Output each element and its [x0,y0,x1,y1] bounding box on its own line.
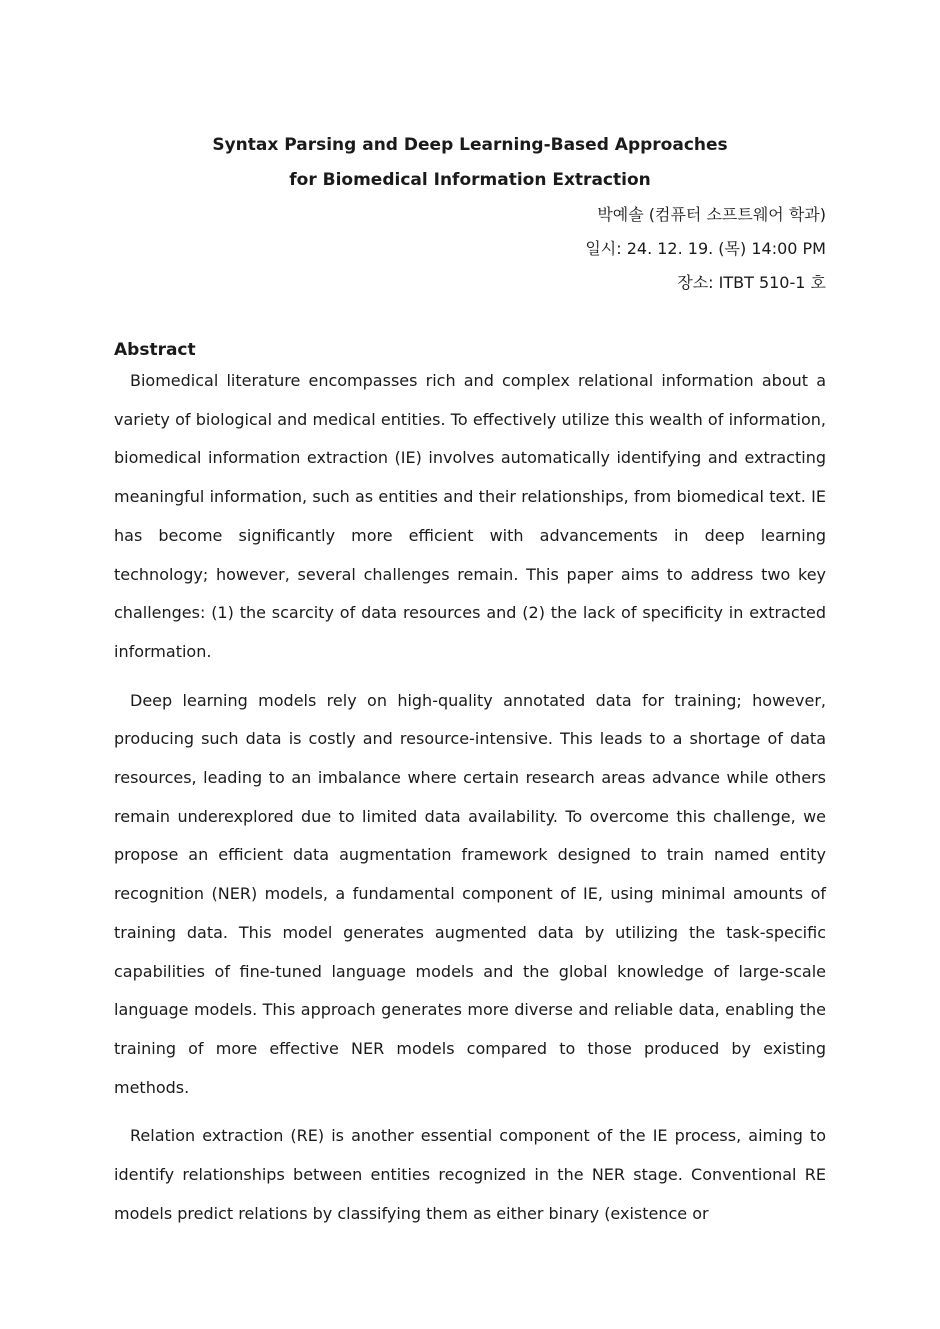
document-page [114,128,826,1233]
location-line: 장소: ITBT 510-1 호 [677,273,826,292]
abstract-heading: Abstract [114,340,196,360]
abstract-paragraph-2: Deep learning models rely on high-quality annotated data for training; however, producing such data is costly and resource-intensive. This leads to a shortage of data resources, leading to an imbalance where certain research areas advance while others remain underexplored due to limited data availability. To overcome this challenge, we propose an efficient data augmentation framework designed to train named entity recognition (NER) models, a fundamental component of IE, using minimal amounts of training data. This model generates augmented data by utilizing the task-specific capabilities of fine-tuned language models and the global knowledge of large-scale language models. This approach generates more diverse and reliable data, enabling the training of more effective NER models compared to those produced by existing methods. [114,690,826,1097]
title-line-1: Syntax Parsing and Deep Learning-Based Approaches [212,135,728,155]
author-line: 박예솔 (컴퓨터 소프트웨어 학과) [597,205,826,224]
abstract-paragraph-1: Biomedical literature encompasses rich and complex relational information about a variety of biological and medical entities. To effectively utilize this wealth of information, biomedical information extraction (IE) involves automatically identifying and extracting meaningful information, such as entities and their relationships, from biomedical text. IE has become significantly more efficient with advancements in deep learning technology; however, several challenges remain. This paper aims to address two key challenges: (1) the scarcity of data resources and (2) the lack of specificity in extracted information. [114,371,826,661]
title-line-2: for Biomedical Information Extraction [289,170,651,190]
date-line: 일시: 24. 12. 19. (목) 14:00 PM [585,239,826,258]
abstract-paragraph-3: Relation extraction (RE) is another essential component of the IE process, aiming to identify relationships between entities recognized in the NER stage. Conventional RE models predict relations by classifying them as either binary (existence or [114,1126,826,1223]
